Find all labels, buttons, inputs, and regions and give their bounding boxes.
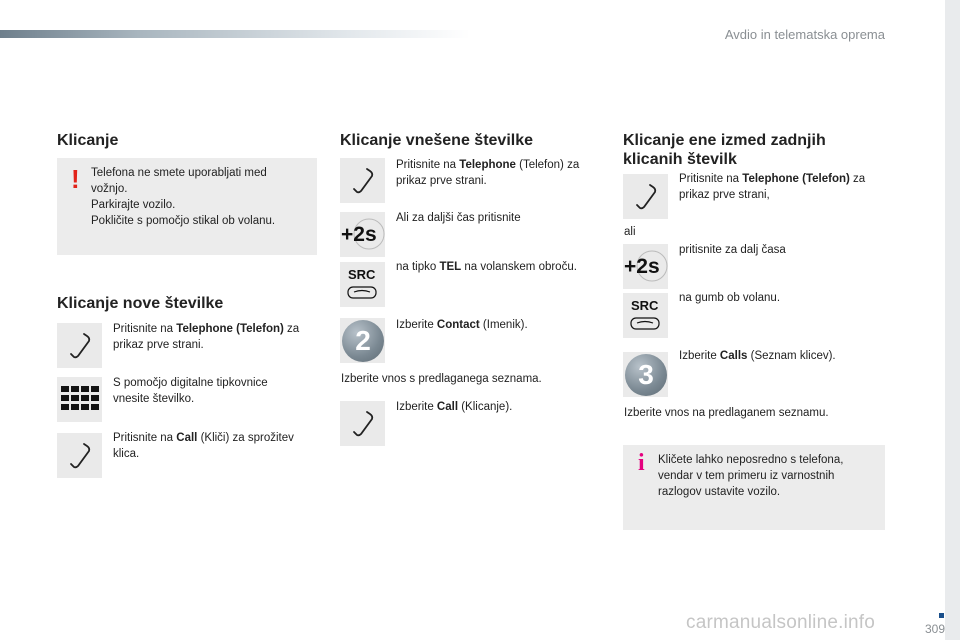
warning-text: Telefona ne smete uporabljati med vožnjo. Parkirajte vozilo. Pokličite s pomočjo stikal ob volanu. xyxy=(91,167,276,227)
long-press-label: +2s xyxy=(624,255,660,278)
step-contact-text: Izberite Contact (Imenik). xyxy=(396,319,528,331)
step-number-3: 3 xyxy=(625,354,667,396)
keypad-icon xyxy=(57,377,102,422)
phone-handset-icon xyxy=(340,401,385,446)
long-press-label: +2s xyxy=(341,223,377,246)
call-tile xyxy=(57,433,102,478)
section-title-recent-calls: Klicanje ene izmed zadnjih klicanih številk xyxy=(623,132,826,168)
step-call-text: Pritisnite na Call (Kliči) za sprožitev klica. xyxy=(113,432,294,460)
phone-button-icon xyxy=(623,293,668,338)
src-label: SRC xyxy=(348,267,376,282)
step-keypad-text: S pomočjo digitalne tipkovnice vnesite številko. xyxy=(113,377,268,405)
warning-icon: ! xyxy=(71,164,80,194)
long-press-tile xyxy=(623,244,668,289)
section-title-dialing: Klicanje xyxy=(57,132,119,149)
step-tel-text: na tipko TEL na volanskem obroču. xyxy=(396,261,577,273)
warning-box xyxy=(57,158,317,255)
step-telephone-text: Pritisnite na Telephone (Telefon) za prikaz prve strani. xyxy=(396,159,580,187)
section-title-entered-number: Klicanje vnešene številke xyxy=(340,132,533,149)
step-telephone-text: Pritisnite na Telephone (Telefon) za prikaz prve strani, xyxy=(679,173,866,201)
info-text: Kličete lahko neposredno s telefona, vendar v tem primeru iz varnostnih razlogov ustavite vozilo. xyxy=(658,454,844,498)
step-number-2: 2 xyxy=(342,320,384,362)
info-box xyxy=(623,445,885,530)
step-calls-text: Izberite Calls (Seznam klicev). xyxy=(679,350,836,362)
page-edge-strip xyxy=(945,0,960,640)
phone-tile xyxy=(57,323,102,368)
page-number: 309 xyxy=(900,608,945,636)
step-wheel-button-text: na gumb ob volanu. xyxy=(679,292,781,304)
step-number-tile xyxy=(340,318,385,363)
src-button-tile xyxy=(623,293,668,338)
header-bar xyxy=(0,30,470,38)
phone-tile xyxy=(340,158,385,203)
step-number-tile xyxy=(623,352,668,397)
step-telephone-text: Pritisnite na Telephone (Telefon) za prikaz prve strani. xyxy=(113,323,300,351)
src-button-tile xyxy=(340,262,385,307)
keypad-tile xyxy=(57,377,102,422)
watermark: carmanualsonline.info xyxy=(686,612,876,633)
step-call-text: Izberite Call (Klicanje). xyxy=(396,401,513,413)
step-long-press-text: Ali za daljši čas pritisnite xyxy=(396,212,521,224)
section-title-new-number: Klicanje nove številke xyxy=(57,295,224,312)
or-text: ali xyxy=(624,226,636,238)
phone-button-icon xyxy=(340,262,385,307)
note-select-entry: Izberite vnos s predlaganega seznama. xyxy=(341,373,542,385)
long-press-tile xyxy=(340,212,385,257)
phone-handset-icon xyxy=(57,433,102,478)
src-label: SRC xyxy=(631,298,659,313)
page-marker-icon xyxy=(939,613,944,618)
phone-handset-icon xyxy=(340,158,385,203)
phone-tile xyxy=(623,174,668,219)
phone-handset-icon xyxy=(57,323,102,368)
header-title: Avdio in telematska oprema xyxy=(724,27,885,42)
info-icon: i xyxy=(638,450,645,476)
call-tile xyxy=(340,401,385,446)
step-long-press-text: pritisnite za dalj časa xyxy=(679,244,786,256)
phone-handset-icon xyxy=(623,174,668,219)
note-select-entry: Izberite vnos na predlaganem seznamu. xyxy=(624,407,829,419)
